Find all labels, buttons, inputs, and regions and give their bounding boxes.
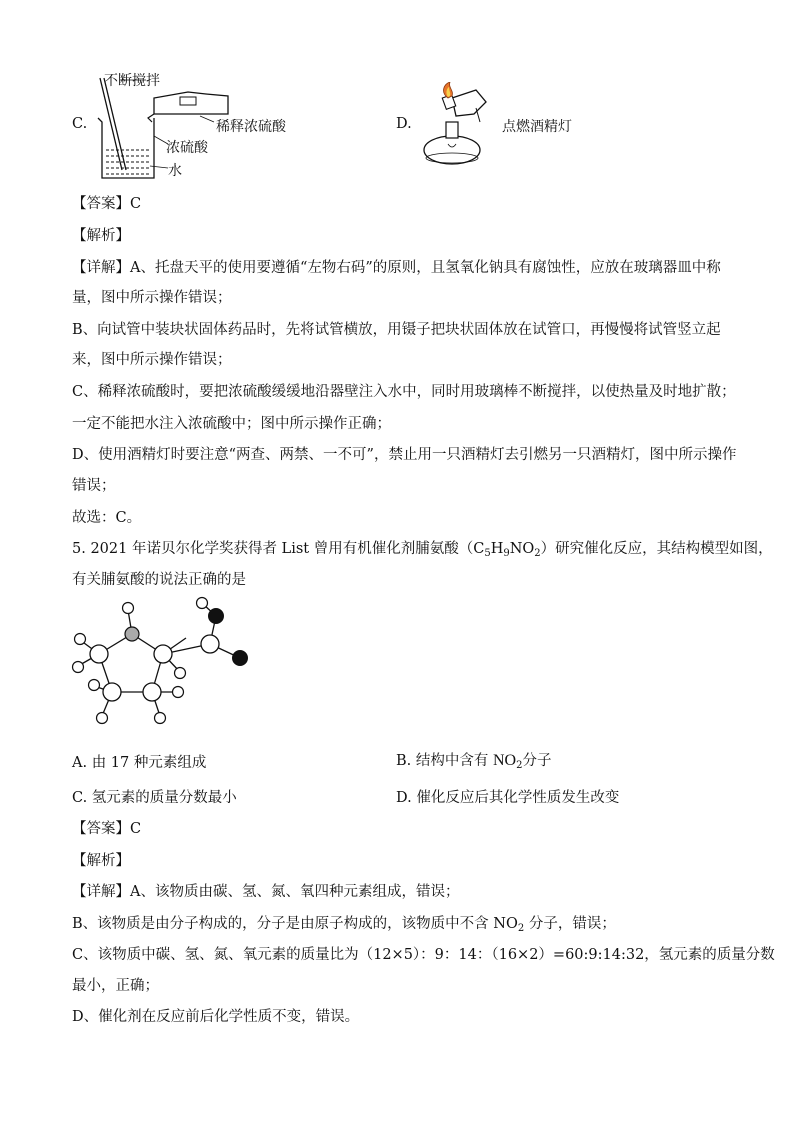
- q5-stem-line1: [72, 537, 773, 559]
- q5-detail-b-post: 分子，错误；: [524, 916, 616, 932]
- fig-label-dilute: 稀释浓硫酸: [216, 119, 286, 135]
- q5-detail-b: [72, 912, 616, 934]
- fig-label-lamp: 点燃酒精灯: [502, 119, 572, 135]
- q5-detail-b-sub: 2: [517, 923, 525, 934]
- q4-answer: 【答案】C: [72, 196, 142, 212]
- option-c-letter: C.: [72, 116, 88, 132]
- q4-detail-b1: B、向试管中装块状固体药品时，先将试管横放，用镊子把块状固体放在试管口，再慢慢将试管竖立起: [72, 322, 721, 338]
- alcohol-lamp-figure: [418, 82, 500, 172]
- q5-stem-pre: 5. 2021 年诺贝尔化学奖获得者 List 曾用有机催化剂脯氨酸（C: [72, 541, 485, 557]
- q5-stem-no: NO: [509, 541, 535, 557]
- q4-detail-c2: 一定不能把水注入浓硫酸中；图中所示操作正确；: [72, 416, 391, 432]
- proline-structure-model: [68, 596, 258, 726]
- q5-detail-c1: C、该物质中碳、氢、氮、氧元素的质量比为（12×5）：9：14：（16×2）=60:9:14:32，氢元素的质量分数: [72, 947, 775, 963]
- q5-detail-c2: 最小，正确；: [72, 978, 159, 994]
- q5-option-c: C. 氢元素的质量分数最小: [72, 790, 237, 806]
- q5-option-b-pre: B. 结构中含有: [396, 753, 493, 769]
- q5-stem-sub2: 9: [503, 548, 510, 559]
- q5-option-a: A. 由 17 种元素组成: [72, 755, 207, 771]
- q4-analysis-head: 【解析】: [72, 228, 130, 244]
- q4-detail-b2: 来，图中所示操作错误；: [72, 352, 232, 368]
- q5-detail-d: D、催化剂在反应前后化学性质不变，错误。: [72, 1009, 360, 1025]
- q5-stem-line2: 有关脯氨酸的说法正确的是: [72, 572, 246, 588]
- q4-detail-c1: C、稀释浓硫酸时，要把浓硫酸缓缓地沿器壁注入水中，同时用玻璃棒不断搅拌，以使热量及时地扩散；: [72, 384, 736, 400]
- q5-stem-sub3: 2: [534, 548, 541, 559]
- q5-stem-post: ）研究催化反应，其结构模型如图，: [540, 541, 773, 557]
- q5-option-b-sub: 2: [516, 760, 523, 771]
- fig-label-stir: 不断搅拌: [104, 73, 160, 89]
- q5-option-b-formula: NO: [492, 752, 517, 769]
- fig-label-acid: 浓硫酸: [166, 140, 208, 156]
- q5-answer: 【答案】C: [72, 821, 142, 837]
- q5-option-b: [396, 749, 551, 771]
- q5-stem-sub1: 5: [484, 548, 491, 559]
- option-d-letter: D.: [396, 116, 412, 132]
- q4-detail-d1: D、使用酒精灯时要注意“两查、两禁、一不可”，禁止用一只酒精灯去引燃另一只酒精灯，图中所示操作: [72, 447, 737, 463]
- q5-option-d: D. 催化反应后其化学性质发生改变: [396, 790, 620, 806]
- q4-detail-a2: 量，图中所示操作错误；: [72, 290, 232, 306]
- q4-conclusion: 故选：C。: [72, 510, 142, 526]
- fig-label-water: 水: [168, 163, 182, 179]
- q5-option-b-post: 分子: [522, 753, 552, 769]
- q4-detail-d2: 错误；: [72, 478, 116, 494]
- q5-stem-h: H: [490, 541, 504, 557]
- q4-detail-a1: 【详解】A、托盘天平的使用要遵循“左物右码”的原则，且氢氧化钠具有腐蚀性，应放在玻璃器皿中称: [72, 260, 721, 276]
- q5-analysis-head: 【解析】: [72, 853, 130, 869]
- q5-detail-b-pre: B、该物质是由分子构成的，分子是由原子构成的，该物质中不含 NO: [72, 916, 518, 932]
- q5-detail-a: 【详解】A、该物质由碳、氢、氮、氧四种元素组成，错误；: [72, 884, 460, 900]
